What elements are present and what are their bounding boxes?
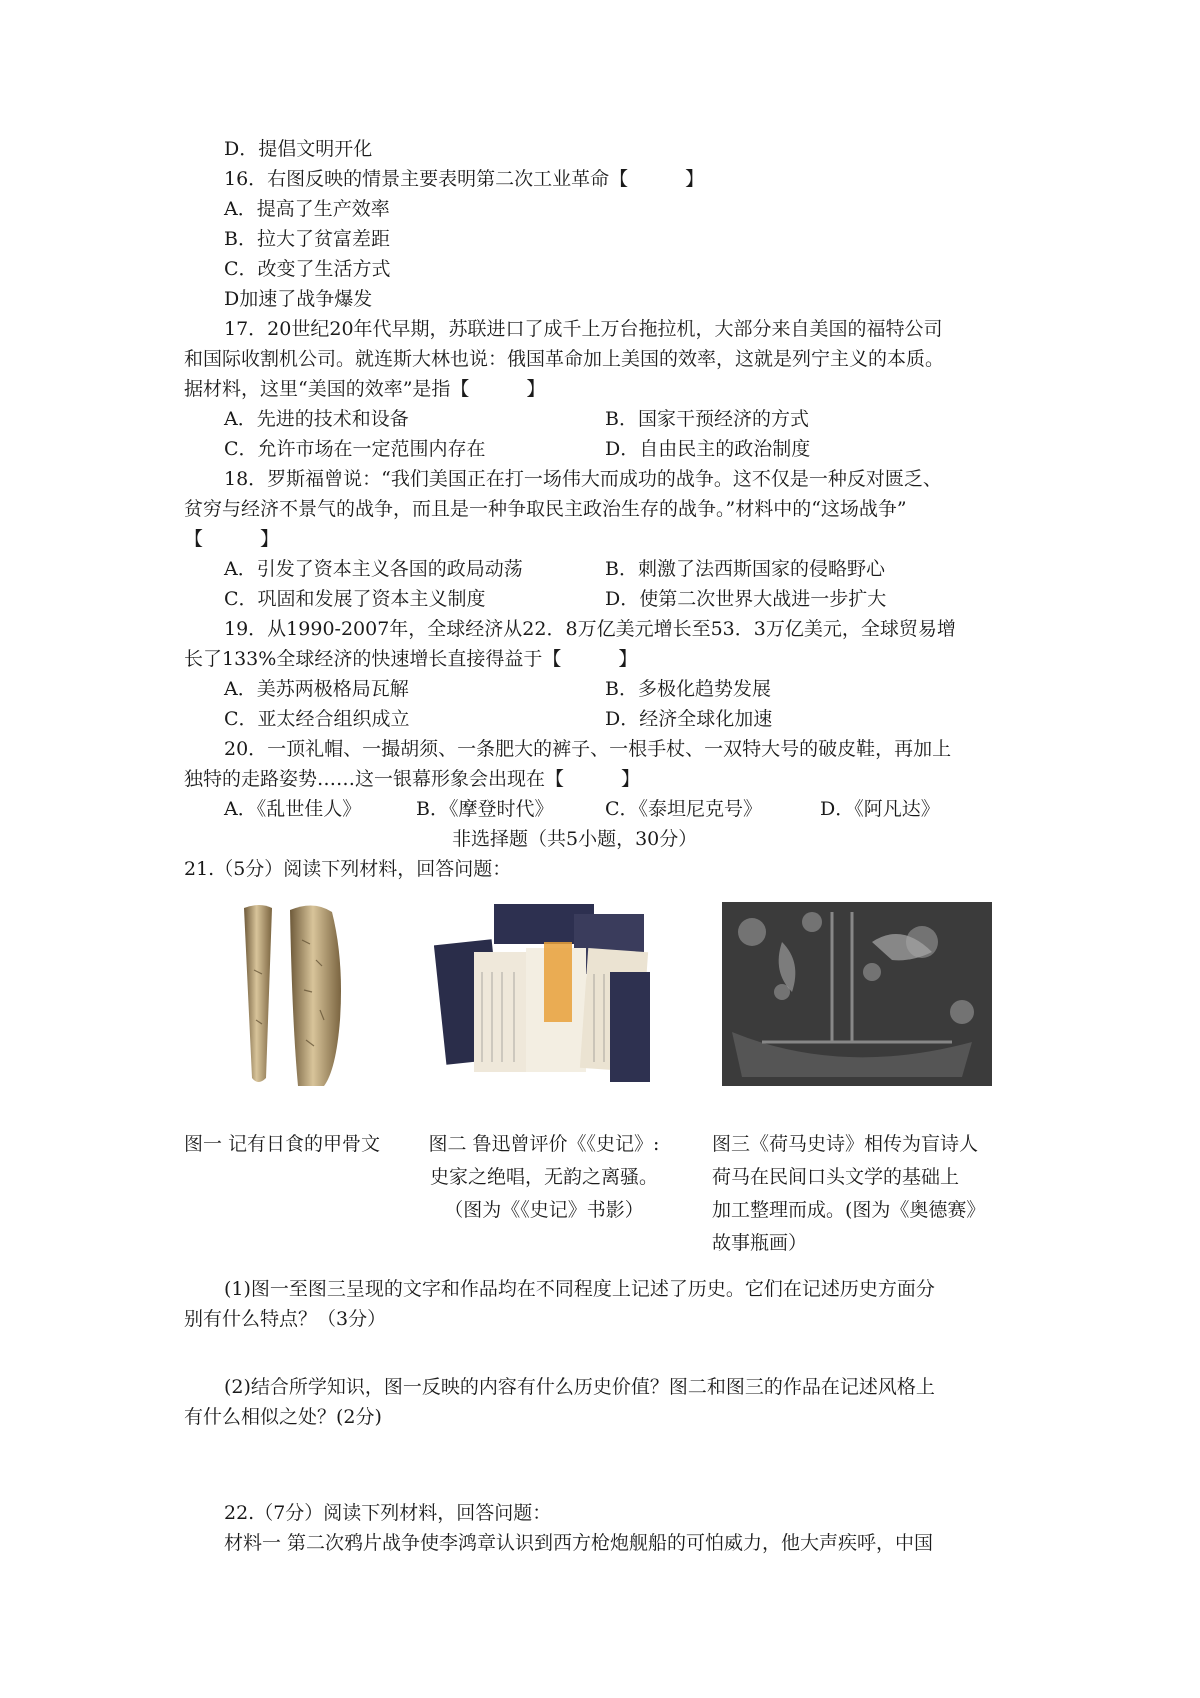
q19-option-b: B．多极化趋势发展 [605,678,771,700]
q21-sub2-line2: 有什么相似之处？(2分) [184,1406,382,1428]
fig3-caption-line2: 荷马在民间口头文学的基础上 [712,1166,960,1188]
q19-stem-line2: 长了133%全球经济的快速增长直接得益于【 】 [184,648,638,670]
q16-option-d: D加速了战争爆发 [224,288,373,310]
q21-sub1-line2: 别有什么特点？（3分） [184,1308,387,1330]
q17-option-d: D．自由民主的政治制度 [605,438,811,460]
q16-stem: 16．右图反映的情景主要表明第二次工业革命【 】 [224,168,705,190]
fig1-caption: 图一 记有日食的甲骨文 [184,1133,381,1155]
q17-option-b: B．国家干预经济的方式 [605,408,809,430]
fig2-caption-line3: （图为《《史记》书影） [444,1199,644,1221]
fig2-caption-line1: 图二 鲁迅曾评价《《史记》: [428,1133,660,1155]
q22-stem: 22.（7分）阅读下列材料，回答问题： [224,1502,552,1524]
q16-option-b: B．拉大了贫富差距 [224,228,390,250]
q19-option-d: D．经济全球化加速 [605,708,773,730]
q20-option-d: D．《阿凡达》 [820,798,940,820]
q17-option-c: C．允许市场在一定范围内存在 [224,438,486,460]
q21-stem: 21.（5分）阅读下列材料，回答问题： [184,858,512,880]
q20-stem-line1: 20．一顶礼帽、一撮胡须、一条肥大的裤子、一根手杖、一双特大号的破皮鞋，再加上 [224,738,952,760]
q19-option-a: A．美苏两极格局瓦解 [224,678,409,700]
q17-stem-line3: 据材料，这里“美国的效率”是指【 】 [184,378,546,400]
q18-option-d: D．使第二次世界大战进一步扩大 [605,588,887,610]
odyssey-vase-painting-image [722,902,992,1086]
q17-stem-line1: 17．20世纪20年代早期，苏联进口了成千上万台拖拉机，大部分来自美国的福特公司 [224,318,943,340]
q20-option-a: A．《乱世佳人》 [224,798,362,820]
fig3-caption-line4: 故事瓶画） [712,1232,808,1254]
fig3-caption-line3: 加工整理而成。(图为《奥德赛》 [712,1199,986,1221]
q17-stem-line2: 和国际收割机公司。就连斯大林也说：俄国革命加上美国的效率，这就是列宁主义的本质。 [184,348,945,370]
q22-material1: 材料一 第二次鸦片战争使李鸿章认识到西方枪炮舰船的可怕威力，他大声疾呼，中国 [224,1532,934,1554]
q18-stem-line2: 贫穷与经济不景气的战争，而且是一种争取民主政治生存的战争。”材料中的“这场战争” [184,498,907,520]
q20-option-b: B．《摩登时代》 [416,798,554,820]
oracle-bone-image [232,900,357,1090]
q18-option-c: C．巩固和发展了资本主义制度 [224,588,486,610]
q20-stem-line2: 独特的走路姿势……这一银幕形象会出现在【 】 [184,768,641,790]
q21-sub2-line1: (2)结合所学知识，图一反映的内容有什么历史价值？图二和图三的作品在记述风格上 [224,1376,935,1398]
fig3-caption-line1: 图三《荷马史诗》相传为盲诗人 [712,1133,979,1155]
q18-stem-line3: 【 】 [184,528,280,550]
q16-option-c: C．改变了生活方式 [224,258,391,280]
q19-stem-line1: 19．从1990-2007年，全球经济从22．8万亿美元增长至53．3万亿美元，全球贸易增 [224,618,956,640]
q16-option-a: A．提高了生产效率 [224,198,390,220]
section-title: 非选择题（共5小题，30分） [452,828,698,850]
q18-stem-line1: 18．罗斯福曾说：“我们美国正在打一场伟大而成功的战争。这不仅是一种反对匮乏、 [224,468,942,490]
q17-option-a: A．先进的技术和设备 [224,408,409,430]
shiji-books-image [434,902,654,1087]
q18-option-b: B．刺激了法西斯国家的侵略野心 [605,558,885,580]
q21-sub1-line1: (1)图一至图三呈现的文字和作品均在不同程度上记述了历史。它们在记述历史方面分 [224,1278,935,1300]
q20-option-c: C．《泰坦尼克号》 [605,798,763,820]
fig2-caption-line2: 史家之绝唱，无韵之离骚。 [429,1166,658,1188]
q18-option-a: A．引发了资本主义各国的政局动荡 [224,558,523,580]
q15-option-d: D．提倡文明开化 [224,138,373,160]
q19-option-c: C．亚太经合组织成立 [224,708,410,730]
